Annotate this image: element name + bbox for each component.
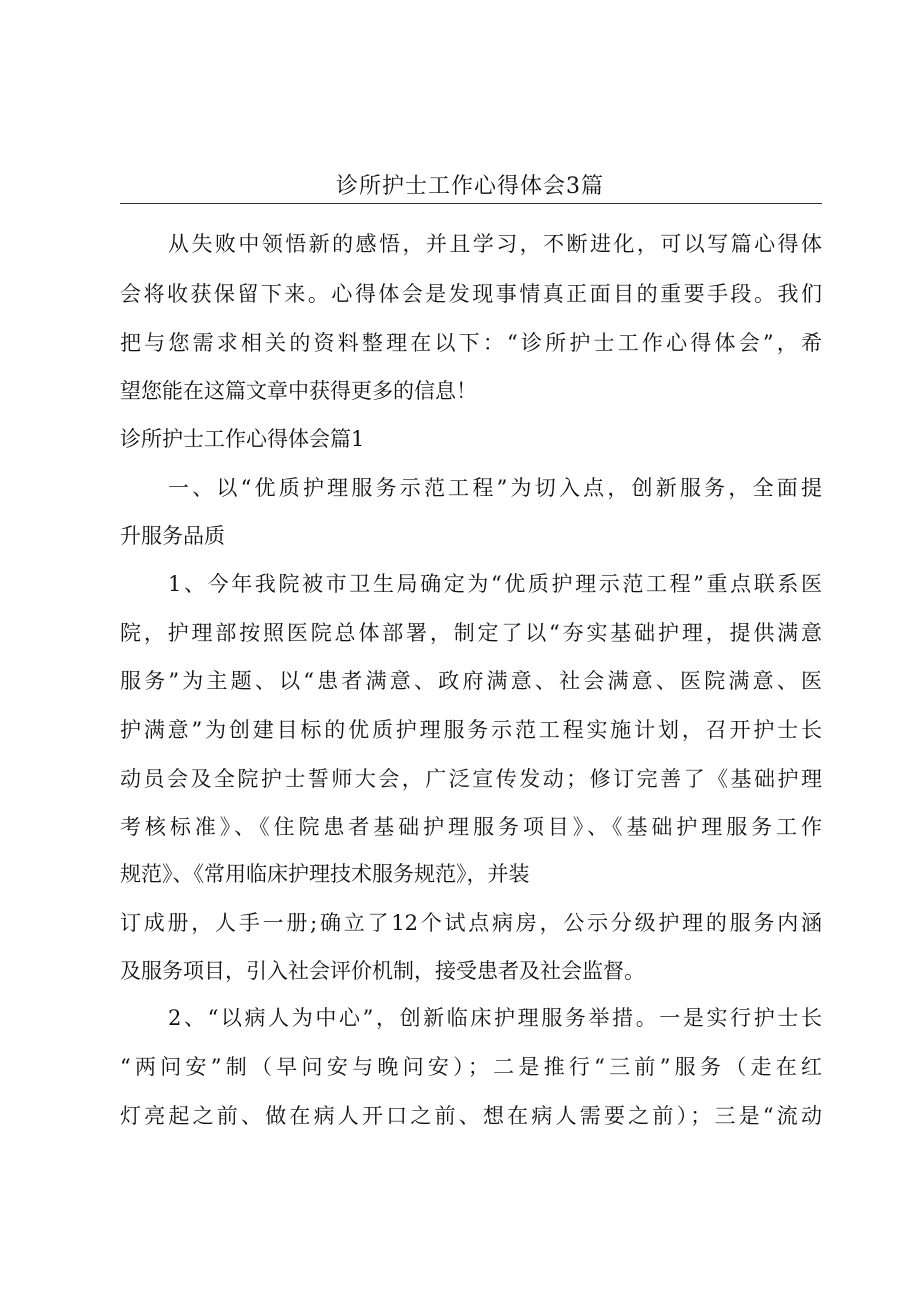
document-title: 诊所护士工作心得体会3篇 bbox=[336, 174, 604, 199]
item1-line: 规范》、《常用临床护理技术服务规范》，并装 bbox=[120, 862, 530, 886]
intro-line: 望您能在这篇文章中获得更多的信息！ bbox=[120, 379, 477, 403]
item1-line: 动员会及全院护士誓师大会，广泛宣传发动；修订完善了《基础护理 bbox=[120, 767, 822, 791]
item1-line: 1、今年我院被市卫生局确定为“优质护理示范工程”重点联系医 bbox=[168, 572, 822, 596]
item1-line: 服务”为主题、以“患者满意、政府满意、社会满意、医院满意、医 bbox=[120, 669, 822, 693]
item2-line: 2、“以病人为中心”，创新临床护理服务举措。一是实行护士长 bbox=[168, 1006, 822, 1030]
item1-continuation-line: 订成册，人手一册;确立了12个试点病房，公示分级护理的服务内涵 bbox=[120, 911, 822, 935]
section-heading: 诊所护士工作心得体会篇1 bbox=[120, 427, 365, 451]
intro-line: 会将收获保留下来。心得体会是发现事情真正面目的重要手段。我们 bbox=[120, 282, 822, 306]
intro-line: 从失败中领悟新的感悟，并且学习，不断进化，可以写篇心得体 bbox=[168, 232, 822, 256]
title-underline bbox=[120, 203, 822, 204]
item1-line: 护满意”为创建目标的优质护理服务示范工程实施计划，召开护士长 bbox=[120, 718, 822, 742]
item2-line: “两问安”制（早问安与晚问安）；二是推行“三前”服务（走在红 bbox=[120, 1055, 822, 1079]
point-heading-line: 升服务品质 bbox=[120, 524, 225, 548]
item1-line: 考核标准》、《住院患者基础护理服务项目》、《基础护理服务工作 bbox=[120, 815, 822, 839]
item2-line: 灯亮起之前、做在病人开口之前、想在病人需要之前）；三是“流动 bbox=[120, 1104, 822, 1128]
item1-line: 院，护理部按照医院总体部署，制定了以“夯实基础护理，提供满意 bbox=[120, 621, 822, 645]
point-heading-line: 一、以“优质护理服务示范工程”为切入点，创新服务，全面提 bbox=[168, 476, 822, 500]
intro-line: 把与您需求相关的资料整理在以下：“诊所护士工作心得体会”，希 bbox=[120, 331, 822, 355]
item1-continuation-line: 及服务项目，引入社会评价机制，接受患者及社会监督。 bbox=[120, 959, 645, 983]
